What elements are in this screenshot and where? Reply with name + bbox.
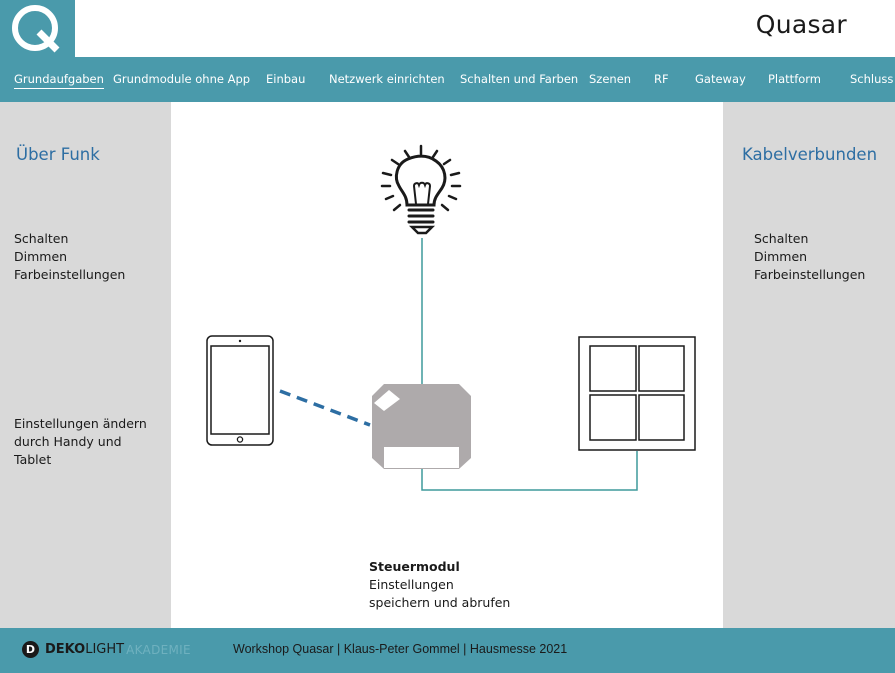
wall-switch-icon — [579, 337, 695, 450]
right-feature-item: Dimmen — [754, 249, 808, 264]
nav-item-einbau[interactable]: Einbau — [266, 72, 306, 86]
module-caption — [369, 558, 510, 612]
left-feature-item: Farbeinstellungen — [14, 267, 126, 282]
footer-brand-a: DEKO — [45, 642, 86, 657]
footer-brand-b: LIGHT — [85, 642, 125, 657]
left-feature-item: Dimmen — [14, 249, 68, 264]
light-bulb-icon — [382, 146, 460, 233]
nav-item-gateway[interactable]: Gateway — [695, 72, 746, 86]
dekolight-logo — [22, 641, 191, 658]
right-feature-item: Schalten — [754, 231, 809, 246]
nav-item-grundmodule[interactable]: Grundmodule ohne App — [113, 72, 251, 86]
footer — [0, 628, 895, 673]
wireless-link — [280, 391, 370, 425]
nav-item-rf[interactable]: RF — [654, 72, 669, 86]
left-feature-item: Schalten — [14, 231, 69, 246]
nav-item-schalten-farben[interactable]: Schalten und Farben — [460, 72, 579, 86]
nav-item-schluss[interactable]: Schluss — [850, 72, 894, 86]
settings-line: durch Handy und — [14, 434, 122, 449]
caption-title: Steuermodul — [369, 559, 460, 574]
right-title: Kabelverbunden — [742, 145, 878, 164]
caption-line: Einstellungen — [369, 577, 454, 592]
nav-item-grundaufgaben[interactable]: Grundaufgaben — [14, 72, 104, 89]
footer-brand-c: AKADEMIE — [126, 642, 191, 657]
nav-item-netzwerk[interactable]: Netzwerk einrichten — [329, 72, 445, 86]
control-module-icon — [372, 384, 471, 469]
right-feature-item: Farbeinstellungen — [754, 267, 866, 282]
caption-line: speichern und abrufen — [369, 595, 511, 610]
nav-item-plattform[interactable]: Plattform — [768, 72, 822, 86]
settings-line: Einstellungen ändern — [14, 416, 147, 431]
tablet-icon — [207, 336, 273, 445]
left-title: Über Funk — [16, 145, 100, 164]
brand-wordmark: Quasar — [755, 10, 847, 39]
footer-text: Workshop Quasar | Klaus-Peter Gommel | Hausmesse 2021 — [233, 642, 568, 656]
settings-line: Tablet — [14, 452, 52, 467]
d-logo-icon: D — [22, 641, 39, 658]
nav-item-szenen[interactable]: Szenen — [589, 72, 632, 86]
